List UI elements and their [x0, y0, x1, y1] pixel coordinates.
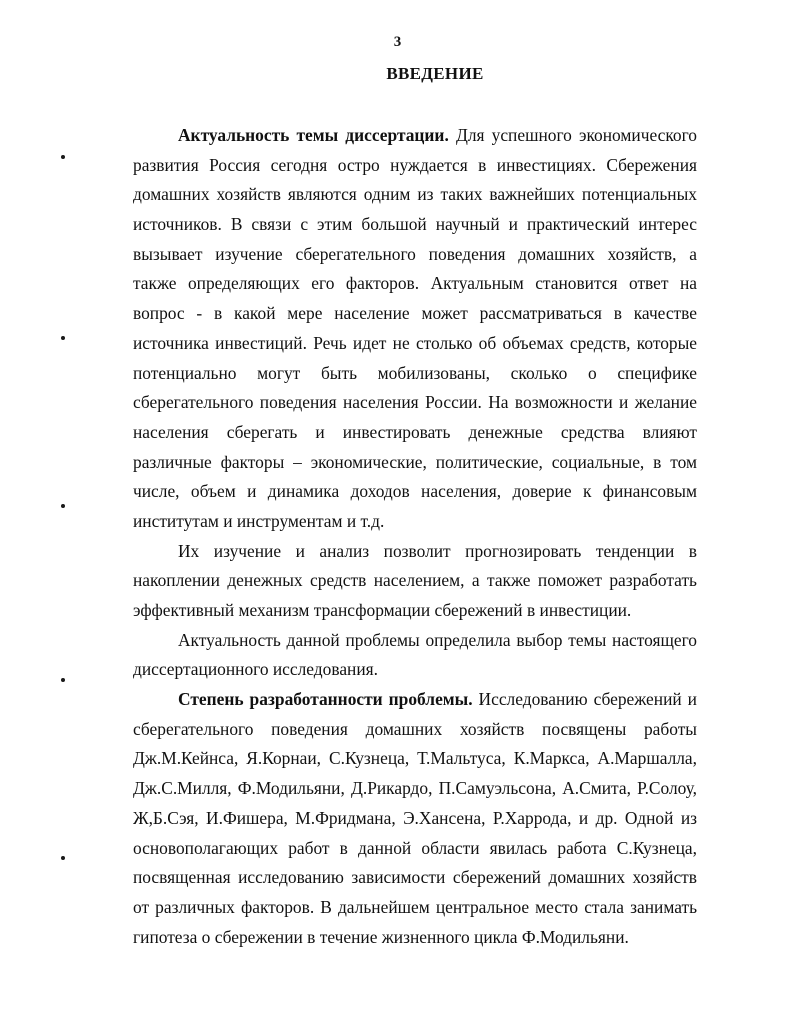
text-line [133, 685, 697, 715]
line-text: от различных факторов. В дальнейшем центральное место стала занимать [133, 896, 697, 917]
text-line [133, 863, 697, 893]
text-line [133, 448, 697, 478]
line-text: накоплении денежных средств населением, а также поможет разработать [133, 570, 697, 591]
text-line [133, 121, 697, 151]
line-text: Актуальность данной проблемы определила выбор темы настоящего [178, 629, 697, 650]
line-text: Дж.С.Милля, Ф.Модильяни, Д.Рикардо, П.Самуэльсона, А.Смита, Р.Солоу, [133, 778, 697, 799]
line-text: основополагающих работ в данной области явилась работа С.Кузнеца, [133, 837, 697, 858]
text-line [133, 655, 697, 685]
scan-dot [61, 856, 65, 860]
section-lead: Актуальность темы диссертации. [178, 125, 449, 145]
line-text: сберегательного поведения домашних хозяйств посвящены работы [133, 718, 697, 739]
scan-dot [61, 504, 65, 508]
text-line [133, 923, 697, 953]
text-line [133, 329, 697, 359]
line-text: диссертационного исследования. [133, 659, 378, 680]
text-line [133, 269, 697, 299]
text-line [133, 359, 697, 389]
line-text: Исследованию сбережений и [472, 689, 697, 710]
page-number: 3 [393, 34, 402, 50]
text-line [133, 388, 697, 418]
text-line [133, 180, 697, 210]
page-title: ВВЕДЕНИЕ [386, 64, 484, 83]
line-text: источника инвестиций. Речь идет не столько об объемах средств, которые [133, 332, 697, 353]
line-text: Их изучение и анализ позволит прогнозировать тенденции в [178, 540, 697, 561]
section-lead: Степень разработанности проблемы. [178, 689, 473, 710]
line-text: населения сберегать и инвестировать денежные средства влияют [133, 421, 697, 442]
text-line [133, 537, 697, 567]
text-line [133, 507, 697, 537]
line-text: развития Россия сегодня остро нуждается в инвестициях. Сбережения [133, 154, 697, 175]
text-line [133, 596, 697, 626]
line-text: потенциально могут быть мобилизованы, сколько о специфике [133, 362, 697, 383]
text-line [133, 626, 697, 656]
text-line [133, 893, 697, 923]
text-line [133, 744, 697, 774]
text-line [133, 774, 697, 804]
text-line [133, 240, 697, 270]
text-line [133, 477, 697, 507]
line-text: различные факторы – экономические, политические, социальные, в том [133, 451, 697, 472]
line-text: сберегательного поведения населения России. На возможности и желание [133, 392, 697, 413]
text-line [133, 418, 697, 448]
line-text: эффективный механизм трансформации сбережений в инвестиции. [133, 600, 632, 620]
body-text [133, 121, 697, 952]
line-text: также определяющих его факторов. Актуальным становится ответ на [133, 273, 697, 294]
line-text: Для успешного экономического [448, 125, 698, 145]
text-line [133, 151, 697, 181]
line-text: источников. В связи с этим большой научный и практический интерес [133, 214, 697, 235]
scan-dot [61, 336, 65, 340]
text-line [133, 299, 697, 329]
line-text: институтам и инструментам и т.д. [133, 510, 385, 531]
line-text: домашних хозяйств являются одним из таких важнейших потенциальных [133, 184, 697, 205]
text-line [133, 715, 697, 745]
scan-dot [61, 155, 65, 159]
line-text: гипотеза о сбережении в течение жизненного цикла Ф.Модильяни. [133, 926, 629, 947]
text-line [133, 566, 697, 596]
line-text: посвященная исследованию зависимости сбережений домашних хозяйств [133, 867, 697, 888]
text-line [133, 834, 697, 864]
text-line [133, 804, 697, 834]
text-line [133, 210, 697, 240]
line-text: Ж,Б.Сэя, И.Фишера, М.Фридмана, Э.Хансена, Р.Харрода, и др. Одной из [133, 807, 697, 828]
line-text: вопрос - в какой мере население может рассматриваться в качестве [133, 303, 697, 324]
scan-dot [61, 678, 65, 682]
line-text: вызывает изучение сберегательного поведения домашних хозяйств, а [133, 243, 697, 264]
line-text: числе, объем и динамика доходов населения, доверие к финансовым [133, 481, 697, 502]
line-text: Дж.М.Кейнса, Я.Корнаи, С.Кузнеца, Т.Мальтуса, К.Маркса, А.Маршалла, [133, 748, 697, 769]
